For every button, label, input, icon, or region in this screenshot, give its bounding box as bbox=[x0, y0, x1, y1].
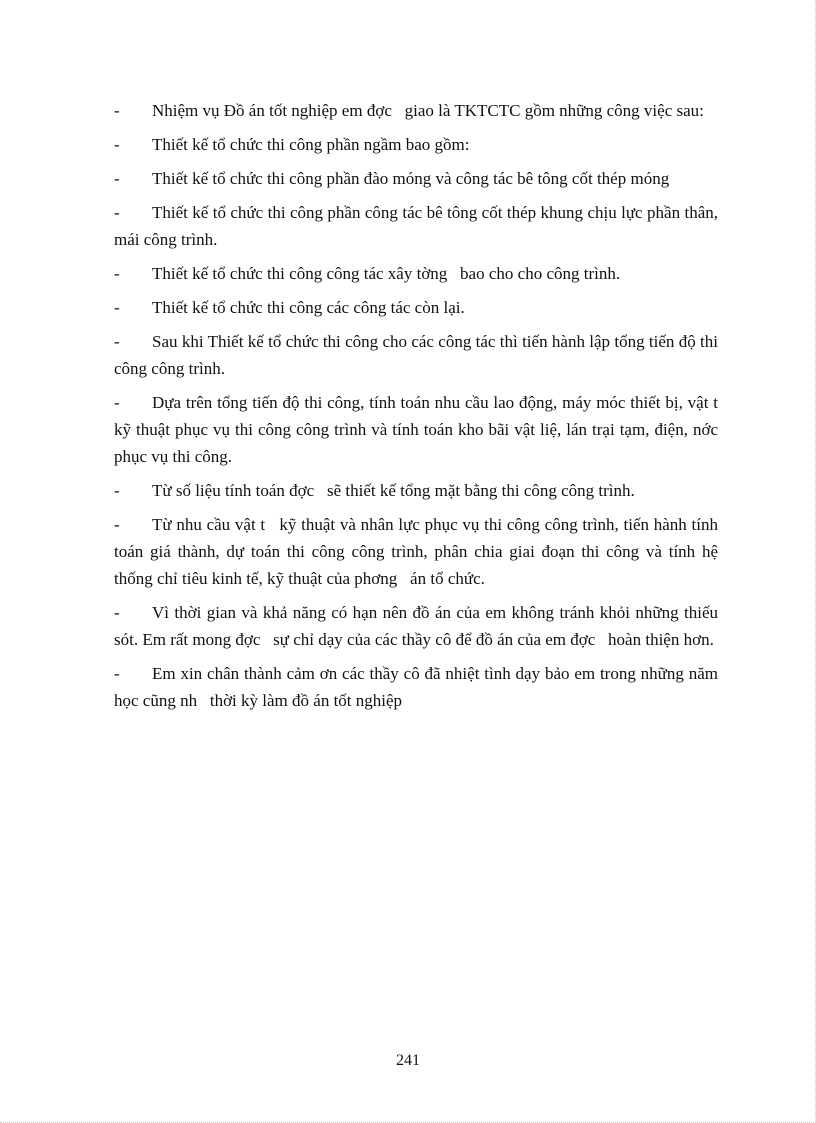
bullet-dash: - bbox=[114, 169, 120, 188]
bullet-dash: - bbox=[114, 332, 120, 351]
paragraph-text: Em xin chân thành cảm ơn các thầy cô đã nhiệt tình dạy bảo em trong những năm học cũng nh thời kỳ làm đồ án tốt nghiệp bbox=[114, 664, 723, 710]
bullet-dash: - bbox=[114, 135, 120, 154]
page-number: 241 bbox=[396, 1052, 420, 1069]
paragraph-text: Thiết kế tổ chức thi công các công tác còn lại. bbox=[152, 298, 465, 317]
paragraph-2 bbox=[114, 131, 718, 158]
bullet-dash: - bbox=[114, 264, 120, 283]
paragraph-12 bbox=[114, 660, 723, 714]
bullet-dash: - bbox=[114, 515, 120, 534]
paragraph-text: Từ nhu cầu vật t kỹ thuật và nhân lực phục vụ thi công công trình, tiến hành tính toán giá thành, dự toán thi công công trình, phân chia giai đoạn thi công và tính hệ thống chỉ tiêu kinh tế, kỹ thuật của phơng án tổ chức. bbox=[114, 515, 723, 588]
bullet-dash: - bbox=[114, 101, 120, 120]
bullet-dash: - bbox=[114, 393, 120, 412]
bullet-dash: - bbox=[114, 664, 120, 683]
paragraph-text: Thiết kế tổ chức thi công phần ngầm bao gồm: bbox=[152, 135, 470, 154]
paragraph-text: Thiết kế tổ chức thi công phần đào móng và công tác bê tông cốt thép móng bbox=[152, 169, 670, 188]
bullet-dash: - bbox=[114, 298, 120, 317]
bullet-dash: - bbox=[114, 203, 120, 222]
paragraph-5 bbox=[114, 260, 718, 287]
paragraph-text: Từ số liệu tính toán đợc sẽ thiết kế tổng mặt bằng thi công công trình. bbox=[152, 481, 635, 500]
paragraph-10 bbox=[114, 511, 723, 592]
paragraph-text: Vì thời gian và khả năng có hạn nên đồ án của em không tránh khỏi những thiếu sót. Em rất mong đợc sự chỉ dạy của các thầy cô để đồ án của em đợc hoàn thiện hơn. bbox=[114, 603, 723, 649]
paragraph-text: Dựa trên tổng tiến độ thi công, tính toán nhu cầu lao động, máy móc thiết bị, vật t kỹ thuật phục vụ thi công công trình và tính toán kho bãi vật liệ, lán trại tạm, điện, nớc phục vụ thi công. bbox=[114, 393, 731, 466]
bullet-dash: - bbox=[114, 481, 120, 500]
paragraph-text: Thiết kế tổ chức thi công công tác xây tờng bao cho cho công trình. bbox=[152, 264, 621, 283]
paragraph-9 bbox=[114, 477, 718, 504]
paragraph-6 bbox=[114, 294, 718, 321]
paragraph-3 bbox=[114, 165, 718, 192]
bullet-dash: - bbox=[114, 603, 120, 622]
paragraph-8 bbox=[114, 389, 731, 470]
paragraph-text: Nhiệm vụ Đồ án tốt nghiệp em đợc giao là TKTCTC gồm những công việc sau: bbox=[152, 101, 704, 120]
paragraph-7 bbox=[114, 328, 723, 382]
paragraph-1 bbox=[114, 97, 718, 124]
paragraph-text: Thiết kế tổ chức thi công phần công tác bê tông cốt thép khung chịu lực phần thân, mái công trình. bbox=[114, 203, 723, 249]
document-body bbox=[114, 97, 731, 721]
paragraph-text: Sau khi Thiết kế tổ chức thi công cho các công tác thì tiến hành lập tổng tiến độ thi công công trình. bbox=[114, 332, 723, 378]
paragraph-11 bbox=[114, 599, 723, 653]
paragraph-4 bbox=[114, 199, 723, 253]
